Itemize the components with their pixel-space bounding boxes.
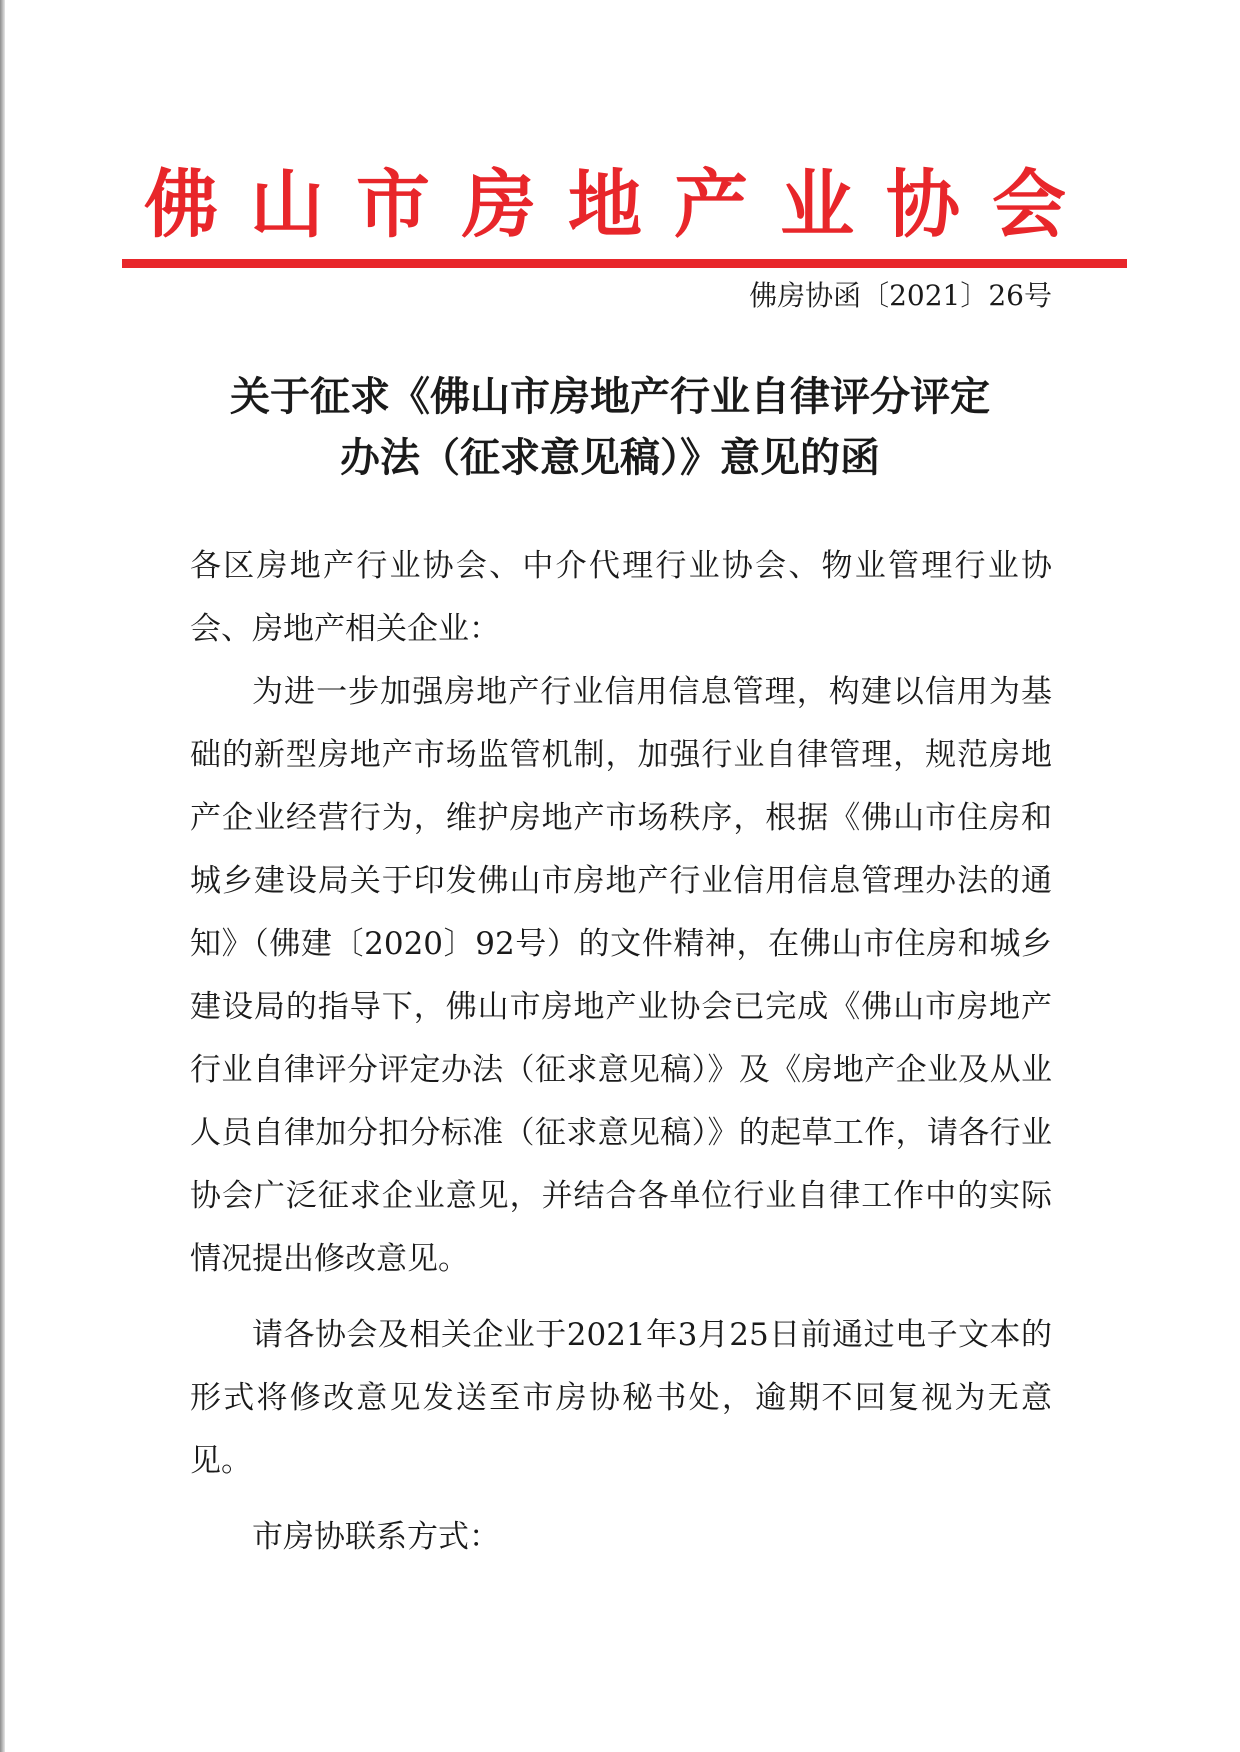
letter-body [190,535,1052,1569]
salutation: 各区房地产行业协会、中介代理行业协会、物业管理行业协会、房地产相关企业： [190,548,1052,647]
document-title-line-1: 关于征求《佛山市房地产行业自律评分评定 [230,374,990,420]
body-paragraph-3: 市房协联系方式： [252,1519,500,1555]
body-paragraph-2: 请各协会及相关企业于2021年3月25日前通过电子文本的形式将修改意见发送至市房协秘书处，逾期不回复视为无意见。 [190,1317,1052,1479]
body-paragraph-1: 为进一步加强房地产行业信用信息管理，构建以信用为基础的新型房地产市场监管机制，加强行业自律管理，规范房地产企业经营行为，维护房地产市场秩序，根据《佛山市住房和城乡建设局关于印发佛山市房地产行业信用信息管理办法的通知》（佛建〔2020〕92号）的文件精神，在佛山市住房和城乡建设局的指导下，佛山市房地产业协会已完成《佛山市房地产行业自律评分评定办法（征求意见稿）》及《房地产企业及从业人员自律加分扣分标准（征求意见稿）》的起草工作，请各行业协会广泛征求企业意见，并结合各单位行业自律工作中的实际情况提出修改意见。 [190,674,1052,1277]
document-title-line-2: 办法（征求意见稿）》意见的函 [340,435,880,481]
scan-edge [0,0,5,1752]
red-header-rule [122,259,1127,268]
organization-header: 佛山市房地产业协会 [144,162,1098,248]
document-number: 佛房协函〔2021〕26号 [749,279,1052,312]
